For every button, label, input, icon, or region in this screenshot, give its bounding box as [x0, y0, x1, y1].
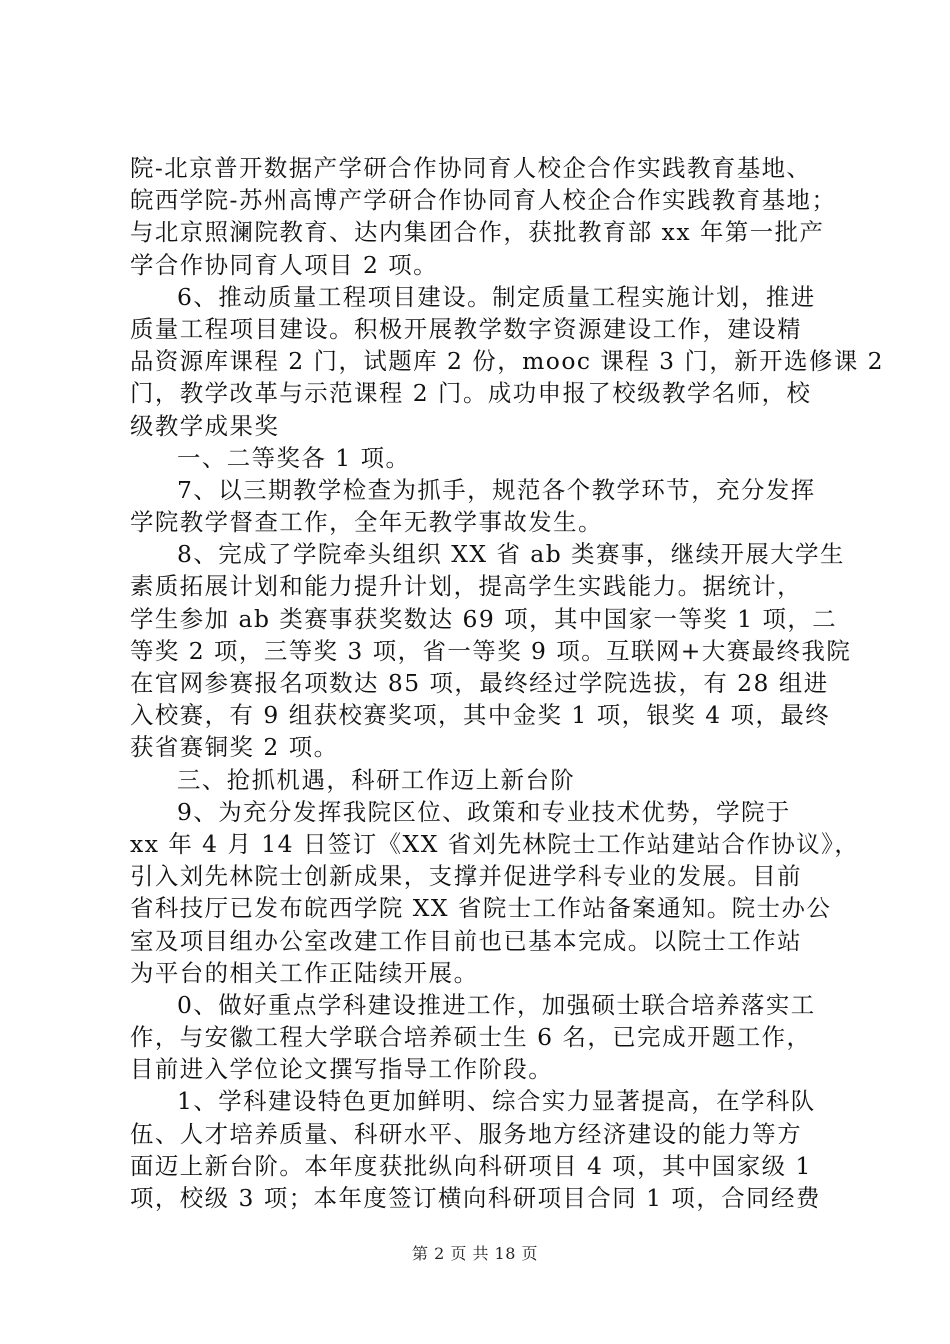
text-line: 三、抢抓机遇，科研工作迈上新台阶 — [177, 765, 576, 794]
text-line: 6、推动质量工程项目建设。制定质量工程实施计划，推进 — [177, 282, 816, 311]
text-line: 0、做好重点学科建设推进工作，加强硕士联合培养落实工 — [177, 990, 816, 1019]
page-footer: 第 2 页 共 18 页 — [412, 1244, 538, 1263]
text-line: 门，教学改革与示范课程 2 门。成功申报了校级教学名师，校 — [130, 379, 812, 408]
text-line: 学生参加 ab 类赛事获奖数达 69 项，其中国家一等奖 1 项，二 — [130, 604, 838, 633]
text-line: 级教学成果奖 — [130, 411, 280, 440]
text-line: 学院教学督查工作，全年无教学事故发生。 — [130, 508, 603, 537]
text-line: 目前进入学位论文撰写指导工作阶段。 — [130, 1055, 554, 1084]
text-line: 一、二等奖各 1 项。 — [177, 443, 411, 472]
text-line: 品资源库课程 2 门，试题库 2 份，mooc 课程 3 门，新开选修课 2 — [130, 347, 885, 376]
text-line: 院-北京普开数据产学研合作协同育人校企合作实践教育基地、 — [130, 154, 812, 182]
text-line: 8、完成了学院牵头组织 XX 省 ab 类赛事，继续开展大学生 — [177, 540, 845, 569]
text-line: 室及项目组办公室改建工作目前也已基本完成。以院士工作站 — [130, 926, 803, 955]
text-line: 面迈上新台阶。本年度获批纵向科研项目 4 项，其中国家级 1 — [130, 1151, 812, 1180]
text-line: 作，与安徽工程大学联合培养硕士生 6 名，已完成开题工作， — [130, 1023, 812, 1052]
text-line: 学合作协同育人项目 2 项。 — [130, 250, 439, 279]
text-line: 皖西学院-苏州高博产学研合作协同育人校企合作实践教育基地； — [130, 186, 837, 215]
text-line: 省科技厅已发布皖西学院 XX 省院士工作站备案通知。院士办公 — [130, 894, 832, 923]
text-line: 项，校级 3 项；本年度签订横向科研项目合同 1 项，合同经费 — [130, 1184, 821, 1212]
text-line: 9、为充分发挥我院区位、政策和专业技术优势，学院于 — [177, 797, 791, 826]
text-line: 为平台的相关工作正陆续开展。 — [130, 958, 479, 987]
document-body — [130, 152, 885, 1214]
text-line: 与北京照澜院教育、达内集团合作，获批教育部 xx 年第一批产 — [130, 218, 825, 247]
text-line: 伍、人才培养质量、科研水平、服务地方经济建设的能力等方 — [130, 1119, 803, 1148]
text-line: 1、学科建设特色更加鲜明、综合实力显著提高，在学科队 — [177, 1087, 816, 1116]
text-line: 入校赛，有 9 组获校赛奖项，其中金奖 1 项，银奖 4 项，最终 — [130, 701, 831, 730]
text-line: 引入刘先林院士创新成果，支撑并促进学科专业的发展。目前 — [130, 862, 803, 891]
text-line: 素质拓展计划和能力提升计划，提高学生实践能力。据统计， — [130, 572, 803, 601]
text-line: 质量工程项目建设。积极开展教学数字资源建设工作，建设精 — [130, 314, 803, 343]
text-line: 获省赛铜奖 2 项。 — [130, 733, 339, 762]
text-line: 在官网参赛报名项数达 85 项，最终经过学院选拔，有 28 组进 — [130, 669, 829, 697]
text-line: 7、以三期教学检查为抓手，规范各个教学环节，充分发挥 — [177, 475, 816, 504]
text-line: xx 年 4 月 14 日签订《XX 省刘先林院士工作站建站合作协议》， — [130, 829, 860, 858]
text-line: 等奖 2 项，三等奖 3 项，省一等奖 9 项。互联网+大赛最终我院 — [130, 636, 852, 665]
